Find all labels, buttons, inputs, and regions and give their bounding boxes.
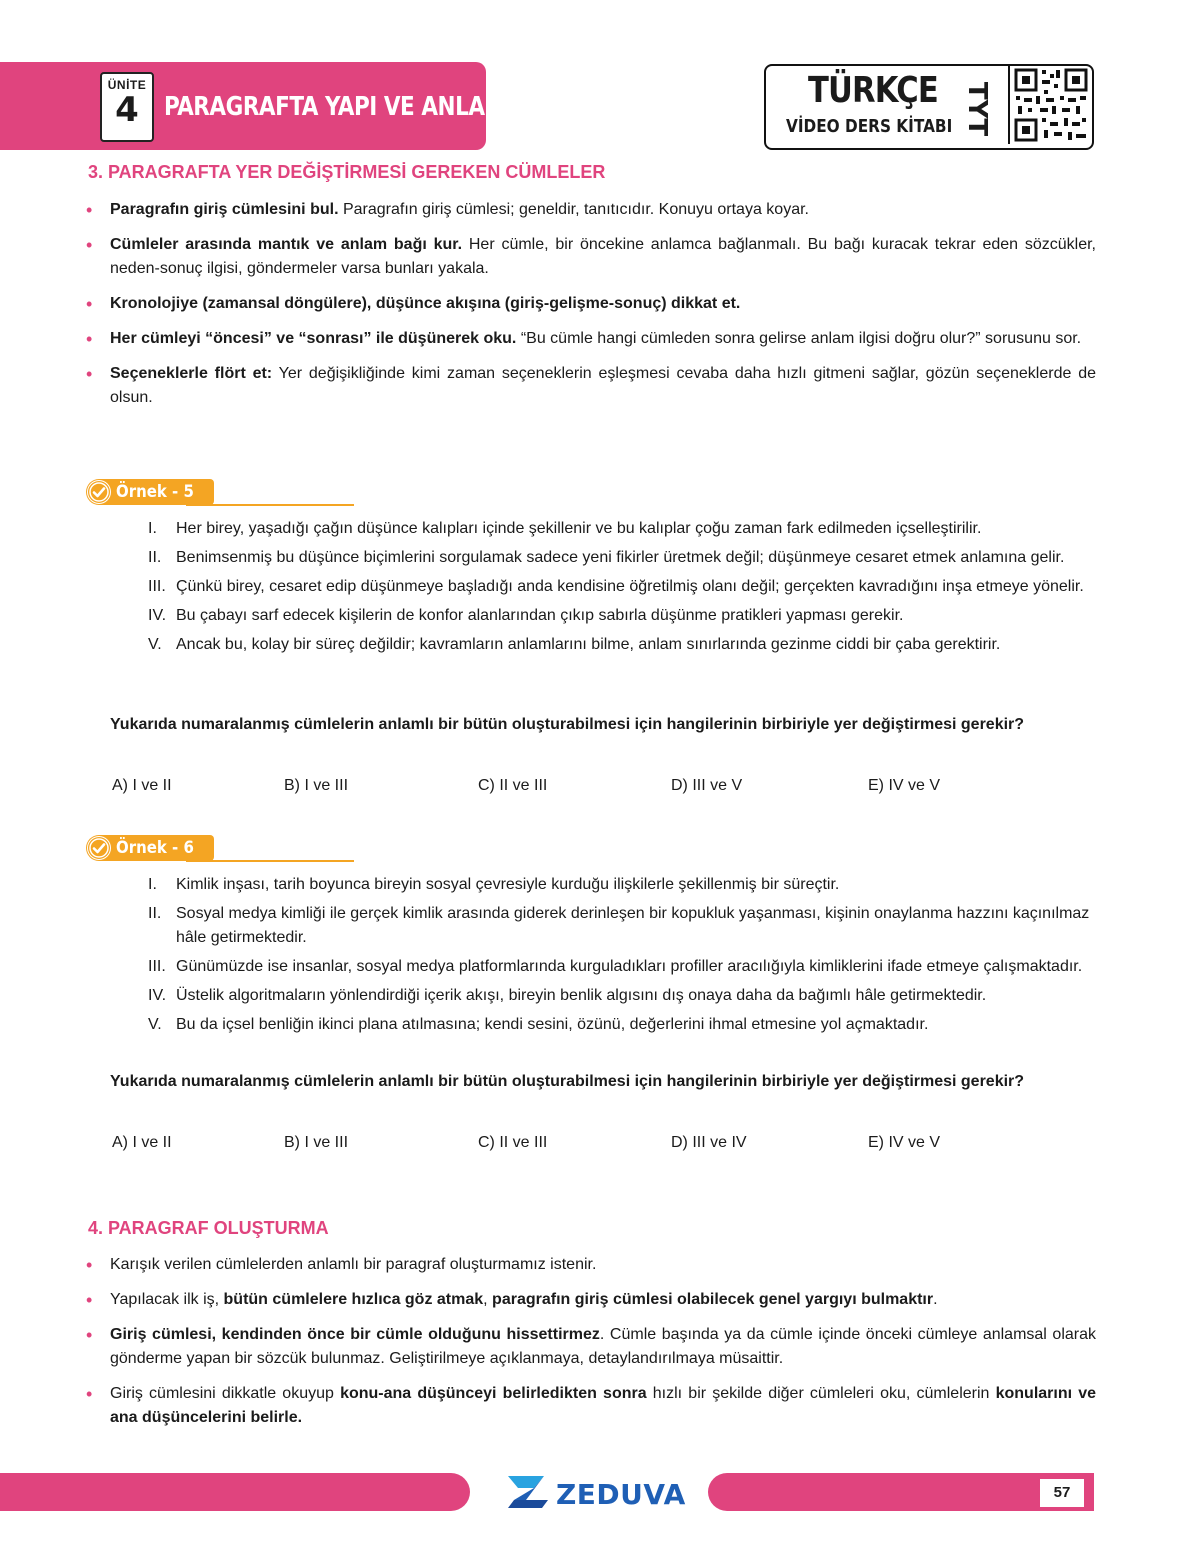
section-3-bullets [86, 198, 1096, 421]
section-4-bullets [86, 1253, 1096, 1441]
option-d[interactable]: D) III ve V [671, 777, 743, 794]
check-icon [87, 480, 111, 504]
brand-subtitle: VİDEO DERS KİTABI [786, 116, 953, 137]
section-3-title: 3. PARAGRAFTA YER DEĞİŞTİRMESİ GEREKEN CÜMLELER [88, 162, 606, 182]
check-icon [87, 836, 111, 860]
list-item: IV. Üstelik algoritmaların yönlendirdiği içerik akışı, bireyin benlik algısını dış onaya daha da bağımlı hâle getirmektedir. [148, 987, 987, 1004]
example-5-options [112, 777, 1012, 801]
list-item: • Kronolojiye (zamansal döngülere), düşünce akışına (giriş-gelişme-sonuç) dikkat et. [86, 292, 1096, 316]
list-item: • Paragrafın giriş cümlesini bul. Paragrafın giriş cümlesi; geneldir, tanıtıcıdır. Konuyu ortaya koyar. [86, 198, 1096, 222]
example-6-options [112, 1134, 1012, 1158]
brand-title: TÜRKÇE [808, 70, 938, 111]
unit-label: ÜNİTE [107, 78, 147, 92]
unit-title: PARAGRAFTA YAPI VE ANLAM [164, 92, 506, 122]
list-item: III. Günümüzde ise insanlar, sosyal medya platformlarında kurguladıkları profiller aracılığıyla kimliklerini ifade etmeye çalışmaktadır. [148, 958, 1083, 975]
footer-brand: ZEDUVA [556, 1478, 686, 1511]
page-number: 57 [1040, 1479, 1084, 1507]
list-item: • Seçeneklerle flört et: Yer değişikliğinde kimi zaman seçeneklerin eşleşmesi cevaba daha hızlı gitmeni sağlar, gözün seçeneklerde de olsun. [86, 362, 1096, 410]
list-item: V. Ancak bu, kolay bir süreç değildir; kavramların anlamlarını bilme, anlam sınırlarında gezinme ciddi bir çaba gerektirir. [148, 636, 1001, 653]
list-item: III. Çünkü birey, cesaret edip düşünmeye başladığı anda kendisine öğretilmiş olanı değil; gerçekten kavradığını inşa etmeye yönelir. [148, 578, 1084, 595]
unit-badge [100, 72, 154, 142]
qr-code-icon [1008, 66, 1092, 144]
brand-level: TYT [962, 81, 993, 137]
option-e[interactable]: E) IV ve V [868, 777, 941, 794]
example-5-items [148, 517, 1098, 662]
list-item: II. Sosyal medya kimliği ile gerçek kimlik arasında giderek derinleşen bir kopukluk yaşanması, kişinin onaylanma hazzını kaçınılmaz hâle getirmektedir. [148, 905, 1090, 946]
list-item: • Giriş cümlesi, kendinden önce bir cümle olduğunu hissettirmez. Cümle başında ya da cümle içinde önceki cümleye anlamsal olarak gönderme yapan bir sözcük bulunmaz. Geliştirilmeye açıklanmaya, detaylandırılmaya müsaittir. [86, 1323, 1096, 1371]
list-item: • Yapılacak ilk iş, bütün cümlelere hızlıca göz atmak, paragrafın giriş cümlesi olabilecek genel yargıyı bulmaktır. [86, 1288, 1096, 1312]
example-6-label: Örnek - 6 [116, 838, 194, 858]
option-a[interactable]: A) I ve II [112, 1134, 172, 1151]
option-a[interactable]: A) I ve II [112, 777, 172, 794]
option-d[interactable]: D) III ve IV [671, 1134, 747, 1151]
list-item: I. Her birey, yaşadığı çağın düşünce kalıpları içinde şekillenir ve bu kalıplar çoğu zaman fark edilmeden içselleştirilir. [148, 520, 982, 537]
list-item: • Giriş cümlesini dikkatle okuyup konu-ana düşünceyi belirledikten sonra hızlı bir şekilde diğer cümleleri oku, cümlelerin konularını ve ana düşüncelerini belirle. [86, 1382, 1096, 1430]
section-4-title: 4. PARAGRAF OLUŞTURMA [88, 1218, 329, 1238]
list-item: I. Kimlik inşası, tarih boyunca bireyin sosyal çevresiyle kurduğu ilişkilerle şekillenmiş bir süreçtir. [148, 876, 840, 893]
example-6-badge [86, 835, 270, 863]
option-c[interactable]: C) II ve III [478, 777, 548, 794]
example-5-question: Yukarıda numaralanmış cümlelerin anlamlı bir bütün oluşturabilmesi için hangilerinin birbiriyle yer değiştirmesi gerekir? [110, 716, 1025, 733]
option-b[interactable]: B) I ve III [284, 1134, 349, 1151]
example-6-items [148, 873, 1098, 1042]
example-6-question: Yukarıda numaralanmış cümlelerin anlamlı bir bütün oluşturabilmesi için hangilerinin birbiriyle yer değiştirmesi gerekir? [110, 1073, 1025, 1090]
example-5-badge [86, 479, 270, 507]
footer-bar-left [0, 1473, 470, 1511]
unit-number: 4 [115, 90, 139, 130]
example-5-label: Örnek - 5 [116, 482, 194, 502]
list-item: II. Benimsenmiş bu düşünce biçimlerini sorgulamak sadece yeni fikirler üretmek değil; düşünmeye cesaret etmek anlamına gelir. [148, 549, 1065, 566]
list-item: V. Bu da içsel benliğin ikinci plana atılmasına; kendi sesini, özünü, değerlerini ihmal etmesine yol açmaktadır. [148, 1016, 929, 1033]
footer-bar-right [708, 1473, 1094, 1511]
list-item: • Her cümleyi “öncesi” ve “sonrası” ile düşünerek oku. “Bu cümle hangi cümleden sonra gelirse anlam ilgisi doğru olur?” sorusunu sor. [86, 327, 1096, 351]
list-item: • Karışık verilen cümlelerden anlamlı bir paragraf oluşturmamız istenir. [86, 1253, 1096, 1277]
option-e[interactable]: E) IV ve V [868, 1134, 941, 1151]
option-c[interactable]: C) II ve III [478, 1134, 548, 1151]
list-item: • Cümleler arasında mantık ve anlam bağı kur. Her cümle, bir öncekine anlamca bağlanmalı. Bu bağı kuracak tekrar eden sözcükler, neden-sonuç ilgisi, göndermeler varsa bunları yakala. [86, 233, 1096, 281]
list-item: IV. Bu çabayı sarf edecek kişilerin de konfor alanlarından çıkıp sabırla düşünme pratikleri yapması gerekir. [148, 607, 904, 624]
option-b[interactable]: B) I ve III [284, 777, 349, 794]
zeduva-logo-icon [504, 1474, 552, 1510]
